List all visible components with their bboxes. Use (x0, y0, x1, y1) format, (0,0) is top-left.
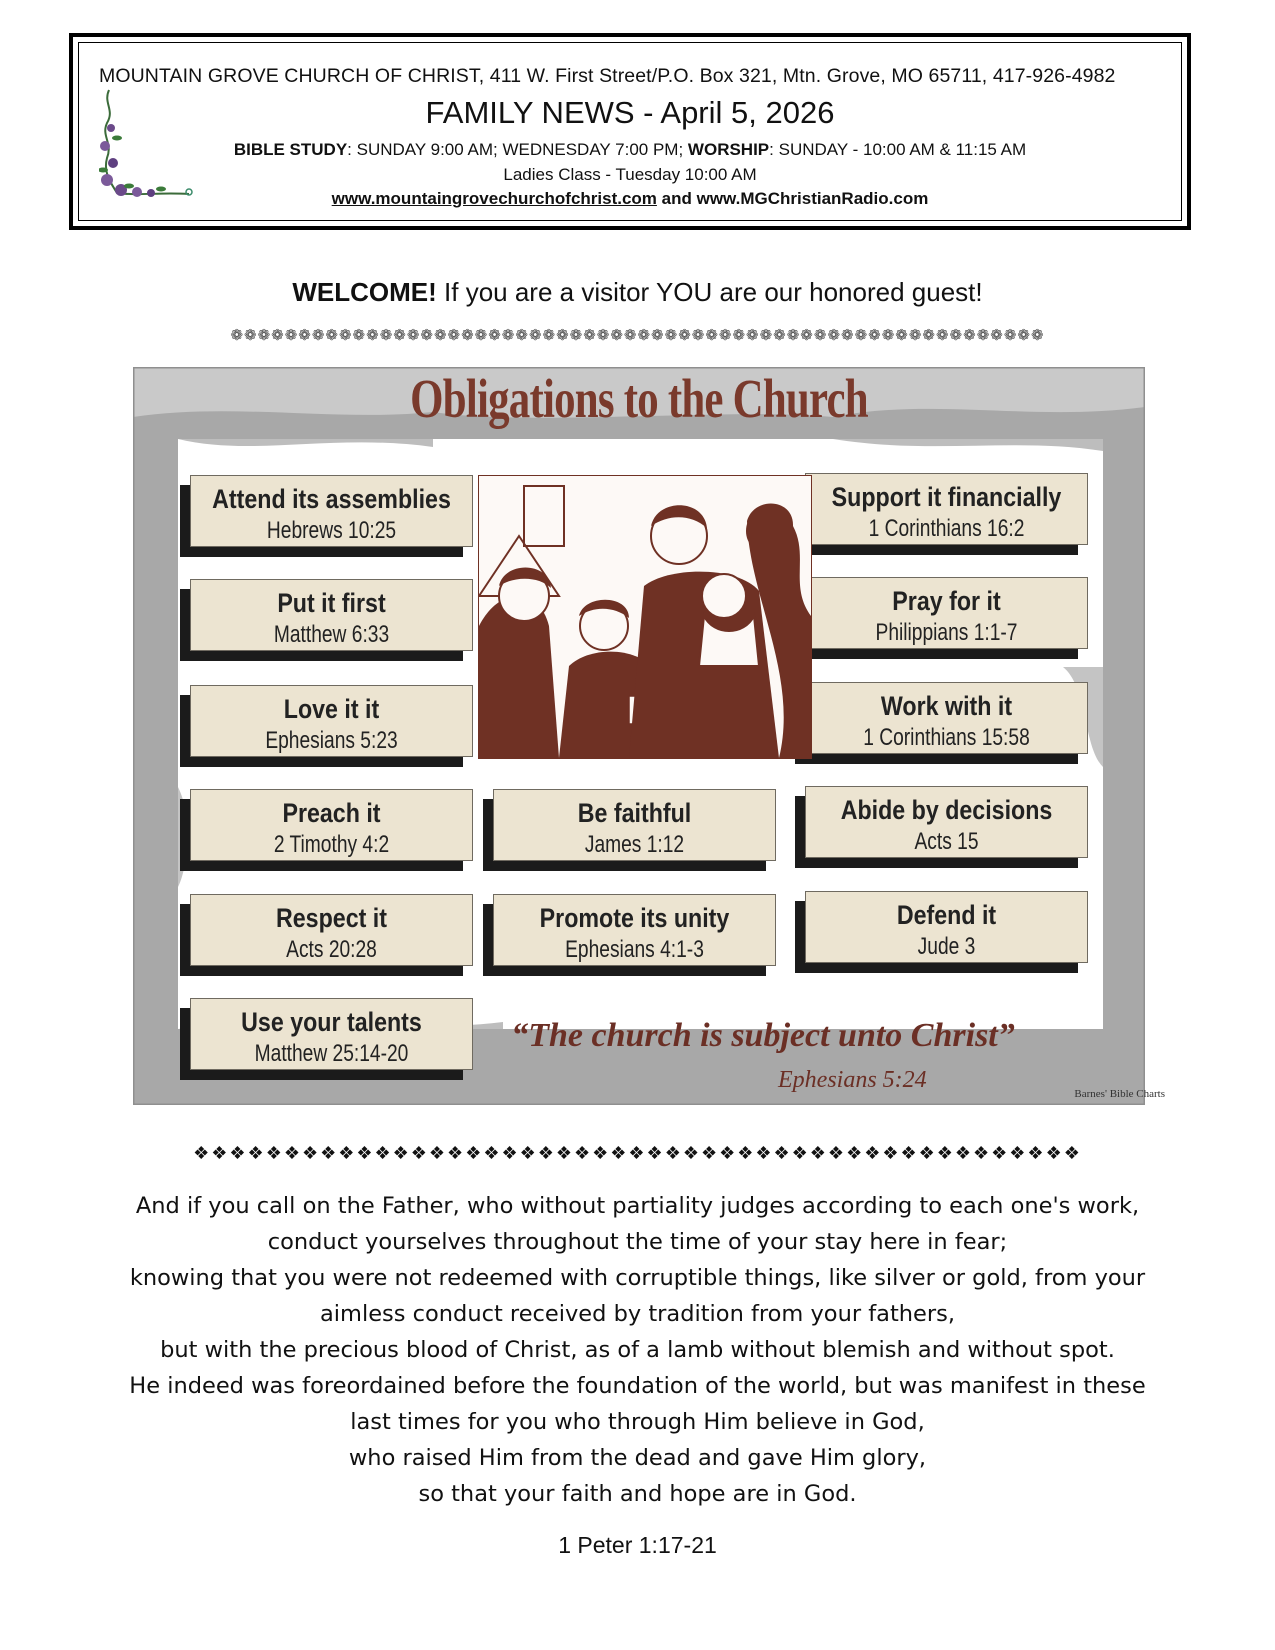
card-face (190, 998, 473, 1070)
scripture-reference: 1 Corinthians 15:58 (863, 724, 1030, 751)
scripture-line: who raised Him from the dead and gave Him glory, (348, 1445, 927, 1471)
obligation-card (805, 577, 1088, 649)
obligation-card (190, 475, 473, 547)
scripture-line: so that your faith and hope are in God. (418, 1481, 857, 1507)
obligation-card (805, 786, 1088, 858)
scripture-line: conduct yourselves throughout the time of your stay here in fear; (267, 1229, 1008, 1255)
obligation-card (493, 894, 776, 966)
scripture-reference: Hebrews 10:25 (266, 517, 397, 544)
scripture-line: last times for you who through Him believe in God, (350, 1409, 925, 1435)
bible-study-times: : SUNDAY 9:00 AM; WEDNESDAY 7:00 PM; (347, 140, 688, 159)
obligation-text: Love it it (283, 694, 380, 724)
chart-title: Obligations to the Church (410, 368, 868, 429)
obligation-text: Abide by decisions (840, 795, 1053, 825)
scripture-reference: 2 Timothy 4:2 (273, 831, 390, 858)
scripture-reference: Matthew 6:33 (273, 621, 390, 648)
obligation-card (190, 894, 473, 966)
family-illustration (478, 475, 812, 759)
welcome-rest: If you are a visitor YOU are our honored guest! (436, 277, 983, 307)
worship-label: WORSHIP (687, 140, 770, 159)
scripture-reference: Matthew 25:14-20 (254, 1040, 409, 1067)
obligation-text: Preach it (282, 798, 381, 828)
ladies-class: Ladies Class - Tuesday 10:00 AM (503, 165, 757, 184)
obligations-chart (133, 367, 1165, 1105)
diamond-divider: ❖❖❖❖❖❖❖❖❖❖❖❖❖❖❖❖❖❖❖❖❖❖❖❖❖❖❖❖❖❖❖❖❖❖❖❖❖❖❖❖❖❖❖❖❖❖❖❖❖ (193, 1143, 1082, 1163)
links-joiner: and (656, 189, 697, 208)
welcome-bold: WELCOME! (292, 277, 437, 307)
obligation-card (190, 579, 473, 651)
obligation-text: Work with it (880, 691, 1013, 721)
scripture-reference: Ephesians 5:23 (265, 727, 398, 754)
website-links (79, 189, 1181, 209)
newsletter-header (69, 33, 1191, 230)
obligation-text: Put it first (277, 588, 386, 618)
obligation-card (805, 682, 1088, 754)
scripture-line: but with the precious blood of Christ, as of a lamb without blemish and without spot. (160, 1337, 1115, 1363)
scripture-reference-citation: 1 Peter 1:17-21 (558, 1532, 717, 1558)
chart-quote-reference: Ephesians 5:24 (778, 1067, 927, 1093)
obligation-text: Promote its unity (539, 903, 730, 933)
obligation-card (493, 789, 776, 861)
scripture-reference: Ephesians 4:1-3 (565, 936, 704, 963)
card-face (805, 577, 1088, 649)
chart-credit: Barnes' Bible Charts (1074, 1088, 1165, 1100)
church-website-link[interactable]: www.mountaingrovechurchofchrist.com (331, 189, 657, 208)
obligation-card (190, 789, 473, 861)
scripture-reference: Acts 15 (914, 828, 979, 855)
family-illustration-art (479, 476, 811, 758)
scripture-reference: Philippians 1:1-7 (875, 619, 1018, 646)
card-face (805, 786, 1088, 858)
obligation-text: Pray for it (892, 586, 1001, 616)
scripture-reference: Acts 20:28 (286, 936, 377, 963)
card-face (493, 789, 776, 861)
scripture-passage (60, 1188, 1215, 1512)
card-face (190, 579, 473, 651)
card-face (190, 894, 473, 966)
obligation-text: Respect it (276, 903, 387, 933)
obligation-card (805, 473, 1088, 545)
scripture-reference: James 1:12 (584, 831, 685, 858)
obligation-card (190, 998, 473, 1070)
newsletter-title: FAMILY NEWS - April 5, 2026 (425, 95, 835, 130)
obligation-card (805, 891, 1088, 963)
card-face (190, 685, 473, 757)
card-face (493, 894, 776, 966)
card-face (190, 789, 473, 861)
obligation-text: Use your talents (241, 1007, 422, 1037)
flower-divider: ❁❁❁❁❁❁❁❁❁❁❁❁❁❁❁❁❁❁❁❁❁❁❁❁❁❁❁❁❁❁❁❁❁❁❁❁❁❁❁❁❁❁❁❁❁❁❁❁❁❁❁❁❁❁❁❁❁❁❁❁ (230, 327, 1045, 344)
worship-times: : SUNDAY - 10:00 AM & 11:15 AM (769, 140, 1027, 159)
obligation-text: Support it financially (831, 482, 1062, 512)
header-inner-border (78, 42, 1182, 221)
chart-quote: “The church is subject unto Christ” (511, 1017, 1015, 1054)
scripture-reference: 1 Corinthians 16:2 (868, 515, 1025, 542)
card-face (190, 475, 473, 547)
obligation-text: Be faithful (577, 798, 692, 828)
obligation-card (190, 685, 473, 757)
service-schedule (79, 140, 1181, 160)
scripture-line: He indeed was foreordained before the foundation of the world, but was manifest in these (129, 1373, 1146, 1399)
welcome-message (0, 277, 1275, 308)
card-face (805, 682, 1088, 754)
church-address: MOUNTAIN GROVE CHURCH OF CHRIST, 411 W. First Street/P.O. Box 321, Mtn. Grove, MO 65711, 417-926-4982 (99, 65, 1116, 87)
bible-study-label: BIBLE STUDY (233, 140, 348, 159)
scripture-line: knowing that you were not redeemed with corruptible things, like silver or gold, from your (129, 1265, 1146, 1291)
scripture-reference: Jude 3 (917, 933, 976, 960)
scripture-line: aimless conduct received by tradition from your fathers, (320, 1301, 955, 1327)
scripture-line: And if you call on the Father, who without partiality judges according to each one's work, (135, 1193, 1140, 1219)
card-face (805, 473, 1088, 545)
radio-website-link[interactable]: www.MGChristianRadio.com (696, 189, 929, 208)
obligation-text: Defend it (896, 900, 997, 930)
card-face (805, 891, 1088, 963)
obligation-text: Attend its assemblies (212, 484, 451, 514)
